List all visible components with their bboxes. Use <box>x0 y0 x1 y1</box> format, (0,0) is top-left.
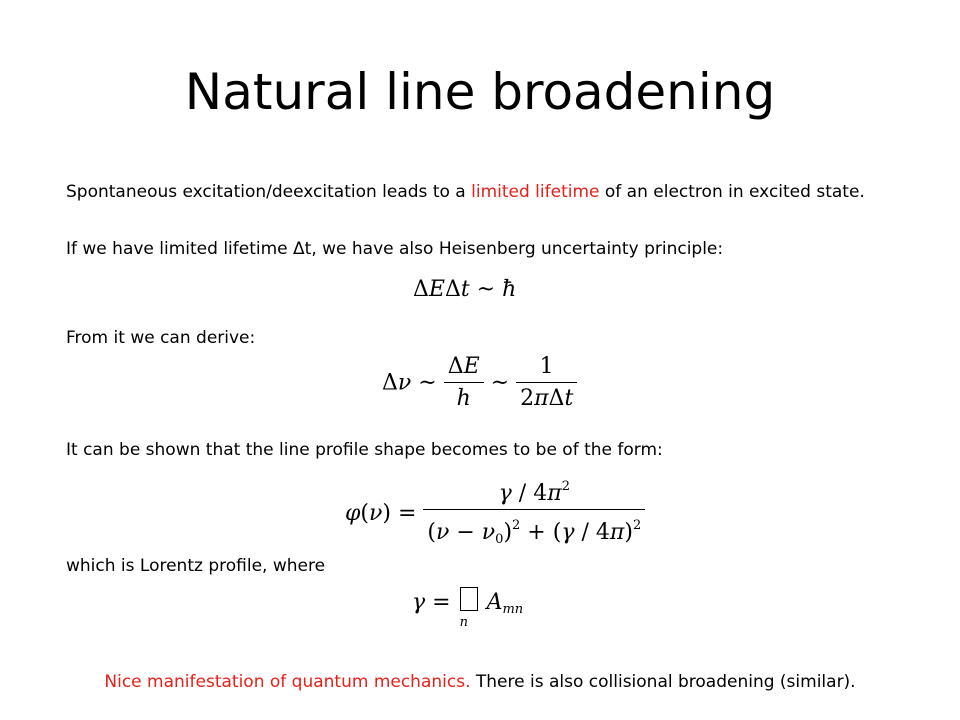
equation-gamma-sum: γ = n $A_{mn}$ <box>412 587 523 617</box>
lifetime-text-before: Spontaneous excitation/deexcitation leads to a <box>66 182 472 202</box>
missing-glyph-box <box>460 587 478 611</box>
paragraph-derive: From it we can derive: <box>66 328 256 348</box>
limited-lifetime-highlight: limited lifetime <box>471 182 600 202</box>
equation-lorentz-profile: φ(ν) = $\frac{\gamma / 4\pi^2}{(\nu - \nu_0)^2 + (\gamma / 4\pi)^2}$ <box>345 472 645 556</box>
equation-uncertainty: ΔEΔt ~ ħ <box>413 277 517 302</box>
fraction-lorentz: $\frac{\gamma / 4\pi^2}{(\nu - \nu_0)^2 + (\gamma / 4\pi)^2}$ <box>423 472 645 556</box>
paragraph-line-profile: It can be shown that the line profile shape becomes to be of the form: <box>66 440 663 460</box>
paragraph-lorentz: which is Lorentz profile, where <box>66 556 326 576</box>
fraction-delta-e-over-h: $\frac{\Delta E}{h}$ <box>444 352 484 415</box>
footer-note <box>0 670 960 694</box>
fraction-one-over-two-pi-delta-t: $\frac{1}{\text{2πΔt}}$ <box>516 352 577 415</box>
slide-title: Natural line broadening <box>184 63 776 121</box>
paragraph-lifetime <box>66 180 898 204</box>
lifetime-text-after: of an electron in excited state. <box>599 182 865 202</box>
equation-frequency-width: Δν ~ $\frac{\Delta E}{h}$ ~ $\frac{1}{\text{2πΔt}}$ <box>382 352 577 415</box>
paragraph-heisenberg: If we have limited lifetime Δt, we have also Heisenberg uncertainty principle: <box>66 239 724 259</box>
footer-rest: There is also collisional broadening (similar). <box>470 672 856 692</box>
footer-highlight: Nice manifestation of quantum mechanics. <box>104 672 471 692</box>
